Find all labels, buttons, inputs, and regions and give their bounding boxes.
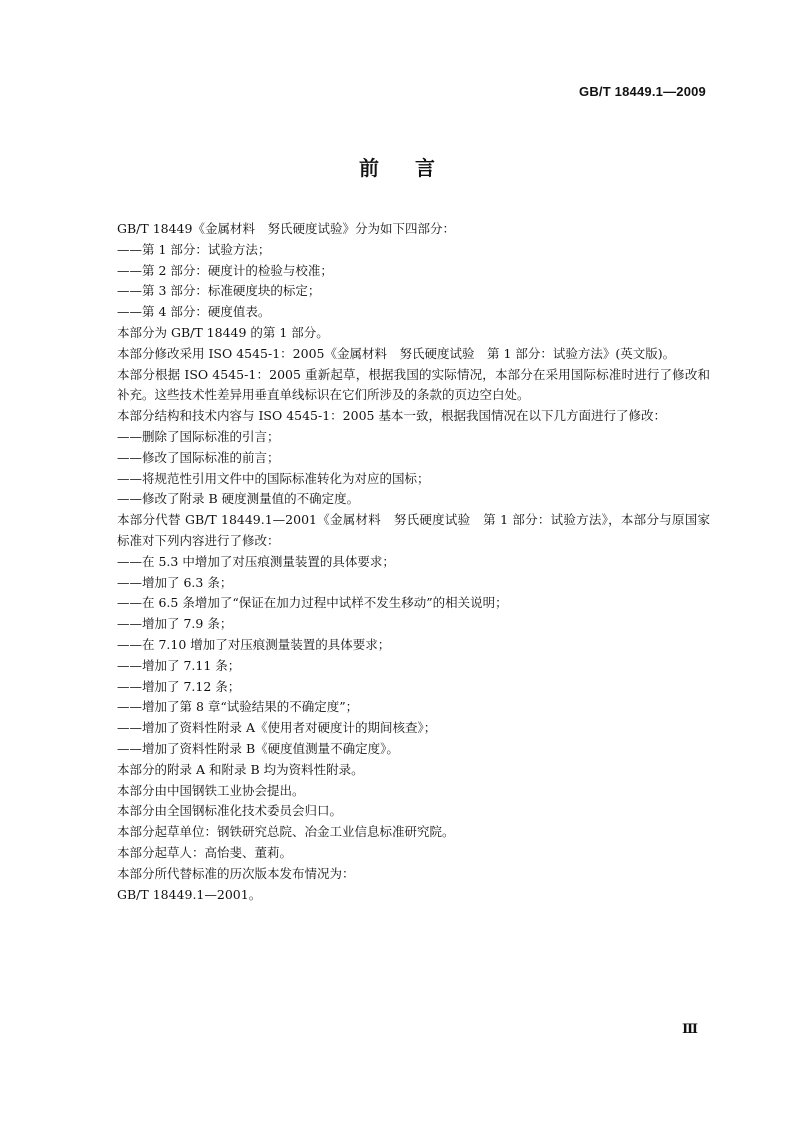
paragraph: 本部分根据 ISO 4545-1：2005 重新起草，根据我国的实际情况，本部分在采用国际标准时进行了修改和补充。这些技术性差异用垂直单线标识在它们所涉及的条款的页边空白处。 <box>117 366 710 403</box>
paragraph: 本部分所代替标准的历次版本发布情况为： <box>117 865 355 881</box>
paragraph: 本部分修改采用 ISO 4545-1：2005《金属材料 努氏硬度试验 第 1 部分：试验方法》(英文版)。 <box>117 345 676 361</box>
paragraph: 本部分由全国钢标准化技术委员会归口。 <box>117 803 343 819</box>
paragraph: ——修改了附录 B 硬度测量值的不确定度。 <box>117 491 360 507</box>
paragraph: GB/T 18449《金属材料 努氏硬度试验》分为如下四部分： <box>117 221 455 236</box>
paragraph: 本部分的附录 A 和附录 B 均为资料性附录。 <box>117 761 364 777</box>
paragraph: ——第 2 部分：硬度计的检验与校准； <box>117 262 333 278</box>
title-char-2: 言 <box>415 156 435 180</box>
paragraph: 本部分结构和技术内容与 ISO 4545-1：2005 基本一致，根据我国情况在以下几方面进行了修改： <box>117 408 666 424</box>
paragraph: ——在 6.5 条增加了“保证在加力过程中试样不发生移动”的相关说明； <box>117 595 508 611</box>
paragraph: ——增加了资料性附录 A《使用者对硬度计的期间核查》； <box>117 720 437 736</box>
page-title <box>0 152 794 181</box>
page-number: Ⅲ <box>682 1022 698 1037</box>
paragraph: ——在 7.10 增加了对压痕测量装置的具体要求； <box>117 636 391 652</box>
foreword-body <box>88 219 710 905</box>
paragraph: 本部分由中国钢铁工业协会提出。 <box>117 782 305 798</box>
paragraph: 本部分起草单位：钢铁研究总院、冶金工业信息标准研究院。 <box>117 824 455 840</box>
paragraph: ——第 1 部分：试验方法； <box>117 241 271 257</box>
paragraph: ——将规范性引用文件中的国际标准转化为对应的国标； <box>117 470 430 486</box>
paragraph: ——增加了资料性附录 B《硬度值测量不确定度》。 <box>117 740 399 756</box>
standard-code-header: GB/T 18449.1—2009 <box>579 84 706 99</box>
paragraph: ——增加了第 8 章“试验结果的不确定度”； <box>117 699 359 715</box>
paragraph: ——在 5.3 中增加了对压痕测量装置的具体要求； <box>117 553 395 569</box>
paragraph: 本部分为 GB/T 18449 的第 1 部分。 <box>117 324 329 340</box>
paragraph: ——第 4 部分：硬度值表。 <box>117 304 271 320</box>
title-char-1: 前 <box>359 156 379 180</box>
paragraph: 本部分代替 GB/T 18449.1—2001《金属材料 努氏硬度试验 第 1 部分：试验方法》，本部分与原国家标准对下列内容进行了修改： <box>117 512 710 548</box>
paragraph: ——删除了国际标准的引言； <box>117 428 280 444</box>
paragraph: GB/T 18449.1—2001。 <box>117 886 262 902</box>
paragraph: ——增加了 7.12 条； <box>117 678 241 694</box>
paragraph: ——增加了 7.11 条； <box>117 657 241 673</box>
paragraph: ——增加了 6.3 条； <box>117 574 233 590</box>
paragraph: ——第 3 部分：标准硬度块的标定； <box>117 283 321 299</box>
paragraph: ——增加了 7.9 条； <box>117 616 233 632</box>
paragraph: 本部分起草人：高怡斐、董莉。 <box>117 844 293 860</box>
paragraph: ——修改了国际标准的前言； <box>117 449 280 465</box>
